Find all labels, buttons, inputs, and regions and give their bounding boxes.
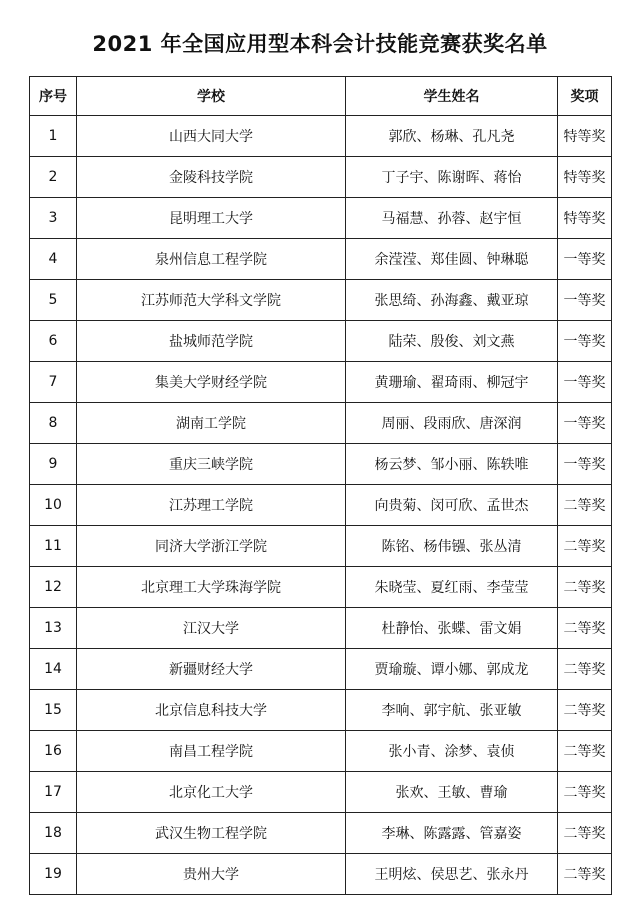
table-row: [30, 444, 612, 485]
table-row: [30, 731, 612, 772]
cell-students: 杨云梦、邹小丽、陈轶唯: [346, 444, 558, 485]
cell-no: 12: [30, 567, 77, 608]
cell-no: 15: [30, 690, 77, 731]
table-row: [30, 362, 612, 403]
table-row: [30, 485, 612, 526]
table-row: [30, 649, 612, 690]
table-row: [30, 280, 612, 321]
cell-school: 金陵科技学院: [77, 157, 346, 198]
table-row: [30, 772, 612, 813]
cell-school: 北京理工大学珠海学院: [77, 567, 346, 608]
cell-students: 张思绮、孙海鑫、戴亚琼: [346, 280, 558, 321]
cell-school: 集美大学财经学院: [77, 362, 346, 403]
cell-no: 16: [30, 731, 77, 772]
cell-no: 3: [30, 198, 77, 239]
header-students: 学生姓名: [346, 77, 558, 116]
table-row: [30, 321, 612, 362]
cell-award: 二等奖: [558, 608, 612, 649]
cell-award: 一等奖: [558, 239, 612, 280]
table-row: [30, 567, 612, 608]
header-no: 序号: [30, 77, 77, 116]
cell-award: 特等奖: [558, 157, 612, 198]
table-body: [30, 116, 612, 895]
cell-school: 山西大同大学: [77, 116, 346, 157]
cell-students: 张小青、涂梦、袁侦: [346, 731, 558, 772]
cell-school: 泉州信息工程学院: [77, 239, 346, 280]
cell-no: 19: [30, 854, 77, 895]
cell-award: 二等奖: [558, 485, 612, 526]
cell-award: 二等奖: [558, 690, 612, 731]
cell-no: 17: [30, 772, 77, 813]
cell-students: 杜静怡、张蝶、雷文娟: [346, 608, 558, 649]
cell-no: 9: [30, 444, 77, 485]
cell-school: 江苏理工学院: [77, 485, 346, 526]
cell-school: 江苏师范大学科文学院: [77, 280, 346, 321]
cell-students: 马福慧、孙蓉、赵宇恒: [346, 198, 558, 239]
cell-no: 6: [30, 321, 77, 362]
page-title: 2021 年全国应用型本科会计技能竞赛获奖名单: [92, 32, 548, 57]
cell-school: 重庆三峡学院: [77, 444, 346, 485]
cell-no: 10: [30, 485, 77, 526]
cell-students: 余滢滢、郑佳圆、钟琳聪: [346, 239, 558, 280]
cell-award: 二等奖: [558, 813, 612, 854]
cell-students: 郭欣、杨琳、孔凡尧: [346, 116, 558, 157]
cell-no: 13: [30, 608, 77, 649]
header-row: [30, 77, 612, 116]
cell-school: 北京信息科技大学: [77, 690, 346, 731]
cell-no: 8: [30, 403, 77, 444]
cell-no: 14: [30, 649, 77, 690]
cell-school: 武汉生物工程学院: [77, 813, 346, 854]
cell-award: 特等奖: [558, 116, 612, 157]
cell-award: 一等奖: [558, 280, 612, 321]
cell-students: 黄珊瑜、翟琦雨、柳冠宇: [346, 362, 558, 403]
cell-award: 二等奖: [558, 526, 612, 567]
cell-award: 一等奖: [558, 321, 612, 362]
cell-school: 江汉大学: [77, 608, 346, 649]
cell-award: 二等奖: [558, 854, 612, 895]
cell-students: 朱晓莹、夏红雨、李莹莹: [346, 567, 558, 608]
cell-award: 一等奖: [558, 362, 612, 403]
table-row: [30, 116, 612, 157]
cell-students: 向贵菊、闵可欣、孟世杰: [346, 485, 558, 526]
cell-award: 二等奖: [558, 649, 612, 690]
cell-school: 盐城师范学院: [77, 321, 346, 362]
table-row: [30, 239, 612, 280]
cell-school: 昆明理工大学: [77, 198, 346, 239]
cell-students: 陆荣、殷俊、刘文燕: [346, 321, 558, 362]
cell-students: 李琳、陈露露、管嘉姿: [346, 813, 558, 854]
header-award: 奖项: [558, 77, 612, 116]
cell-school: 同济大学浙江学院: [77, 526, 346, 567]
cell-award: 二等奖: [558, 567, 612, 608]
cell-no: 18: [30, 813, 77, 854]
cell-students: 陈铭、杨伟镪、张丛清: [346, 526, 558, 567]
table-row: [30, 526, 612, 567]
cell-students: 周丽、段雨欣、唐深润: [346, 403, 558, 444]
cell-students: 李响、郭宇航、张亚敏: [346, 690, 558, 731]
table-row: [30, 157, 612, 198]
cell-school: 北京化工大学: [77, 772, 346, 813]
cell-school: 贵州大学: [77, 854, 346, 895]
awards-table: [29, 76, 612, 895]
table-row: [30, 608, 612, 649]
cell-school: 南昌工程学院: [77, 731, 346, 772]
table-header: [30, 77, 612, 116]
cell-award: 二等奖: [558, 731, 612, 772]
cell-students: 张欢、王敏、曹瑜: [346, 772, 558, 813]
cell-school: 新疆财经大学: [77, 649, 346, 690]
table-row: [30, 813, 612, 854]
cell-award: 二等奖: [558, 772, 612, 813]
table-row: [30, 198, 612, 239]
cell-students: 丁子宇、陈谢晖、蒋怡: [346, 157, 558, 198]
cell-no: 1: [30, 116, 77, 157]
cell-no: 4: [30, 239, 77, 280]
cell-no: 7: [30, 362, 77, 403]
cell-no: 11: [30, 526, 77, 567]
cell-students: 王明炫、侯思艺、张永丹: [346, 854, 558, 895]
header-school: 学校: [77, 77, 346, 116]
table-row: [30, 690, 612, 731]
cell-students: 贾瑜璇、谭小娜、郭成龙: [346, 649, 558, 690]
cell-no: 2: [30, 157, 77, 198]
cell-award: 特等奖: [558, 198, 612, 239]
cell-award: 一等奖: [558, 403, 612, 444]
cell-school: 湖南工学院: [77, 403, 346, 444]
cell-no: 5: [30, 280, 77, 321]
table-row: [30, 854, 612, 895]
cell-award: 一等奖: [558, 444, 612, 485]
table-row: [30, 403, 612, 444]
